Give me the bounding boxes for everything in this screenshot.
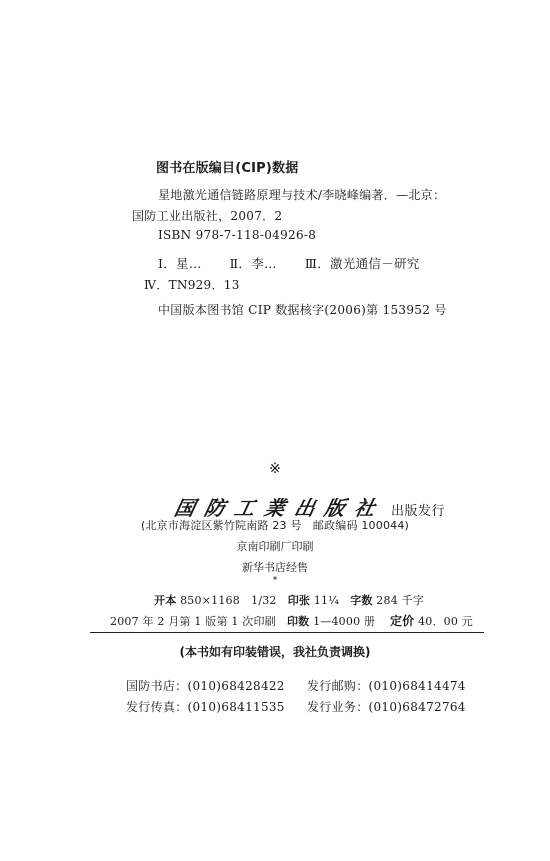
misprint-notice: (本书如有印装错误，我社负责调换) xyxy=(179,645,371,659)
publisher-logo: 国防工業出版社 xyxy=(172,496,388,520)
sheets-label: 印张 xyxy=(287,594,311,607)
words-value: 284 千字 xyxy=(376,594,424,607)
cip-subject-3: Ⅲ．激光通信－研究 xyxy=(304,256,420,271)
print-run-value: 1—4000 册 xyxy=(313,615,376,628)
contact-mail-order: 发行邮购：(010)68414474 xyxy=(307,679,466,693)
edition-text: 2007 年 2 月第 1 版第 1 次印刷 xyxy=(110,615,276,628)
specs-line xyxy=(154,592,424,608)
cip-subjects xyxy=(158,254,420,272)
cip-classification: Ⅳ．TN929．13 xyxy=(144,278,240,292)
cip-subject-1: Ⅰ．星… xyxy=(158,256,202,271)
contact-bookstore: 国防书店：(010)68428422 xyxy=(126,679,285,693)
contact-business: 发行业务：(010)68472764 xyxy=(307,700,466,714)
cip-isbn: ISBN 978-7-118-04926-8 xyxy=(158,228,317,242)
star-separator: * xyxy=(272,576,278,586)
printer-line: 京南印刷厂印刷 xyxy=(236,540,314,553)
edition-line xyxy=(110,612,473,629)
divider-rule xyxy=(90,632,484,633)
cip-record-number: 中国版本图书馆 CIP 数据核字(2006)第 153952 号 xyxy=(158,303,447,317)
cip-publisher-line: 国防工业出版社，2007．2 xyxy=(132,209,283,223)
distributor-line: 新华书店经售 xyxy=(242,561,308,574)
cip-subject-2: Ⅱ．李… xyxy=(229,256,277,271)
cip-heading: 图书在版编目(CIP)数据 xyxy=(156,161,299,176)
price-label: 定价 xyxy=(389,614,415,628)
format-label: 开本 xyxy=(154,594,177,607)
publisher-address: (北京市海淀区紫竹院南路 23 号 邮政编码 100044) xyxy=(140,519,410,532)
sheets-value: 11¼ xyxy=(313,594,340,607)
print-run-label: 印数 xyxy=(286,615,310,628)
contact-fax: 发行传真：(010)68411535 xyxy=(126,700,285,714)
price-value: 40．00 元 xyxy=(418,615,473,628)
reference-mark: ※ xyxy=(269,461,281,477)
format-value: 850×1168 1/32 xyxy=(180,594,277,607)
publisher-suffix: 出版发行 xyxy=(391,504,446,519)
cip-title-line: 星地激光通信链路原理与技术/李晓峰编著．—北京： xyxy=(158,188,446,202)
words-label: 字数 xyxy=(350,594,373,607)
